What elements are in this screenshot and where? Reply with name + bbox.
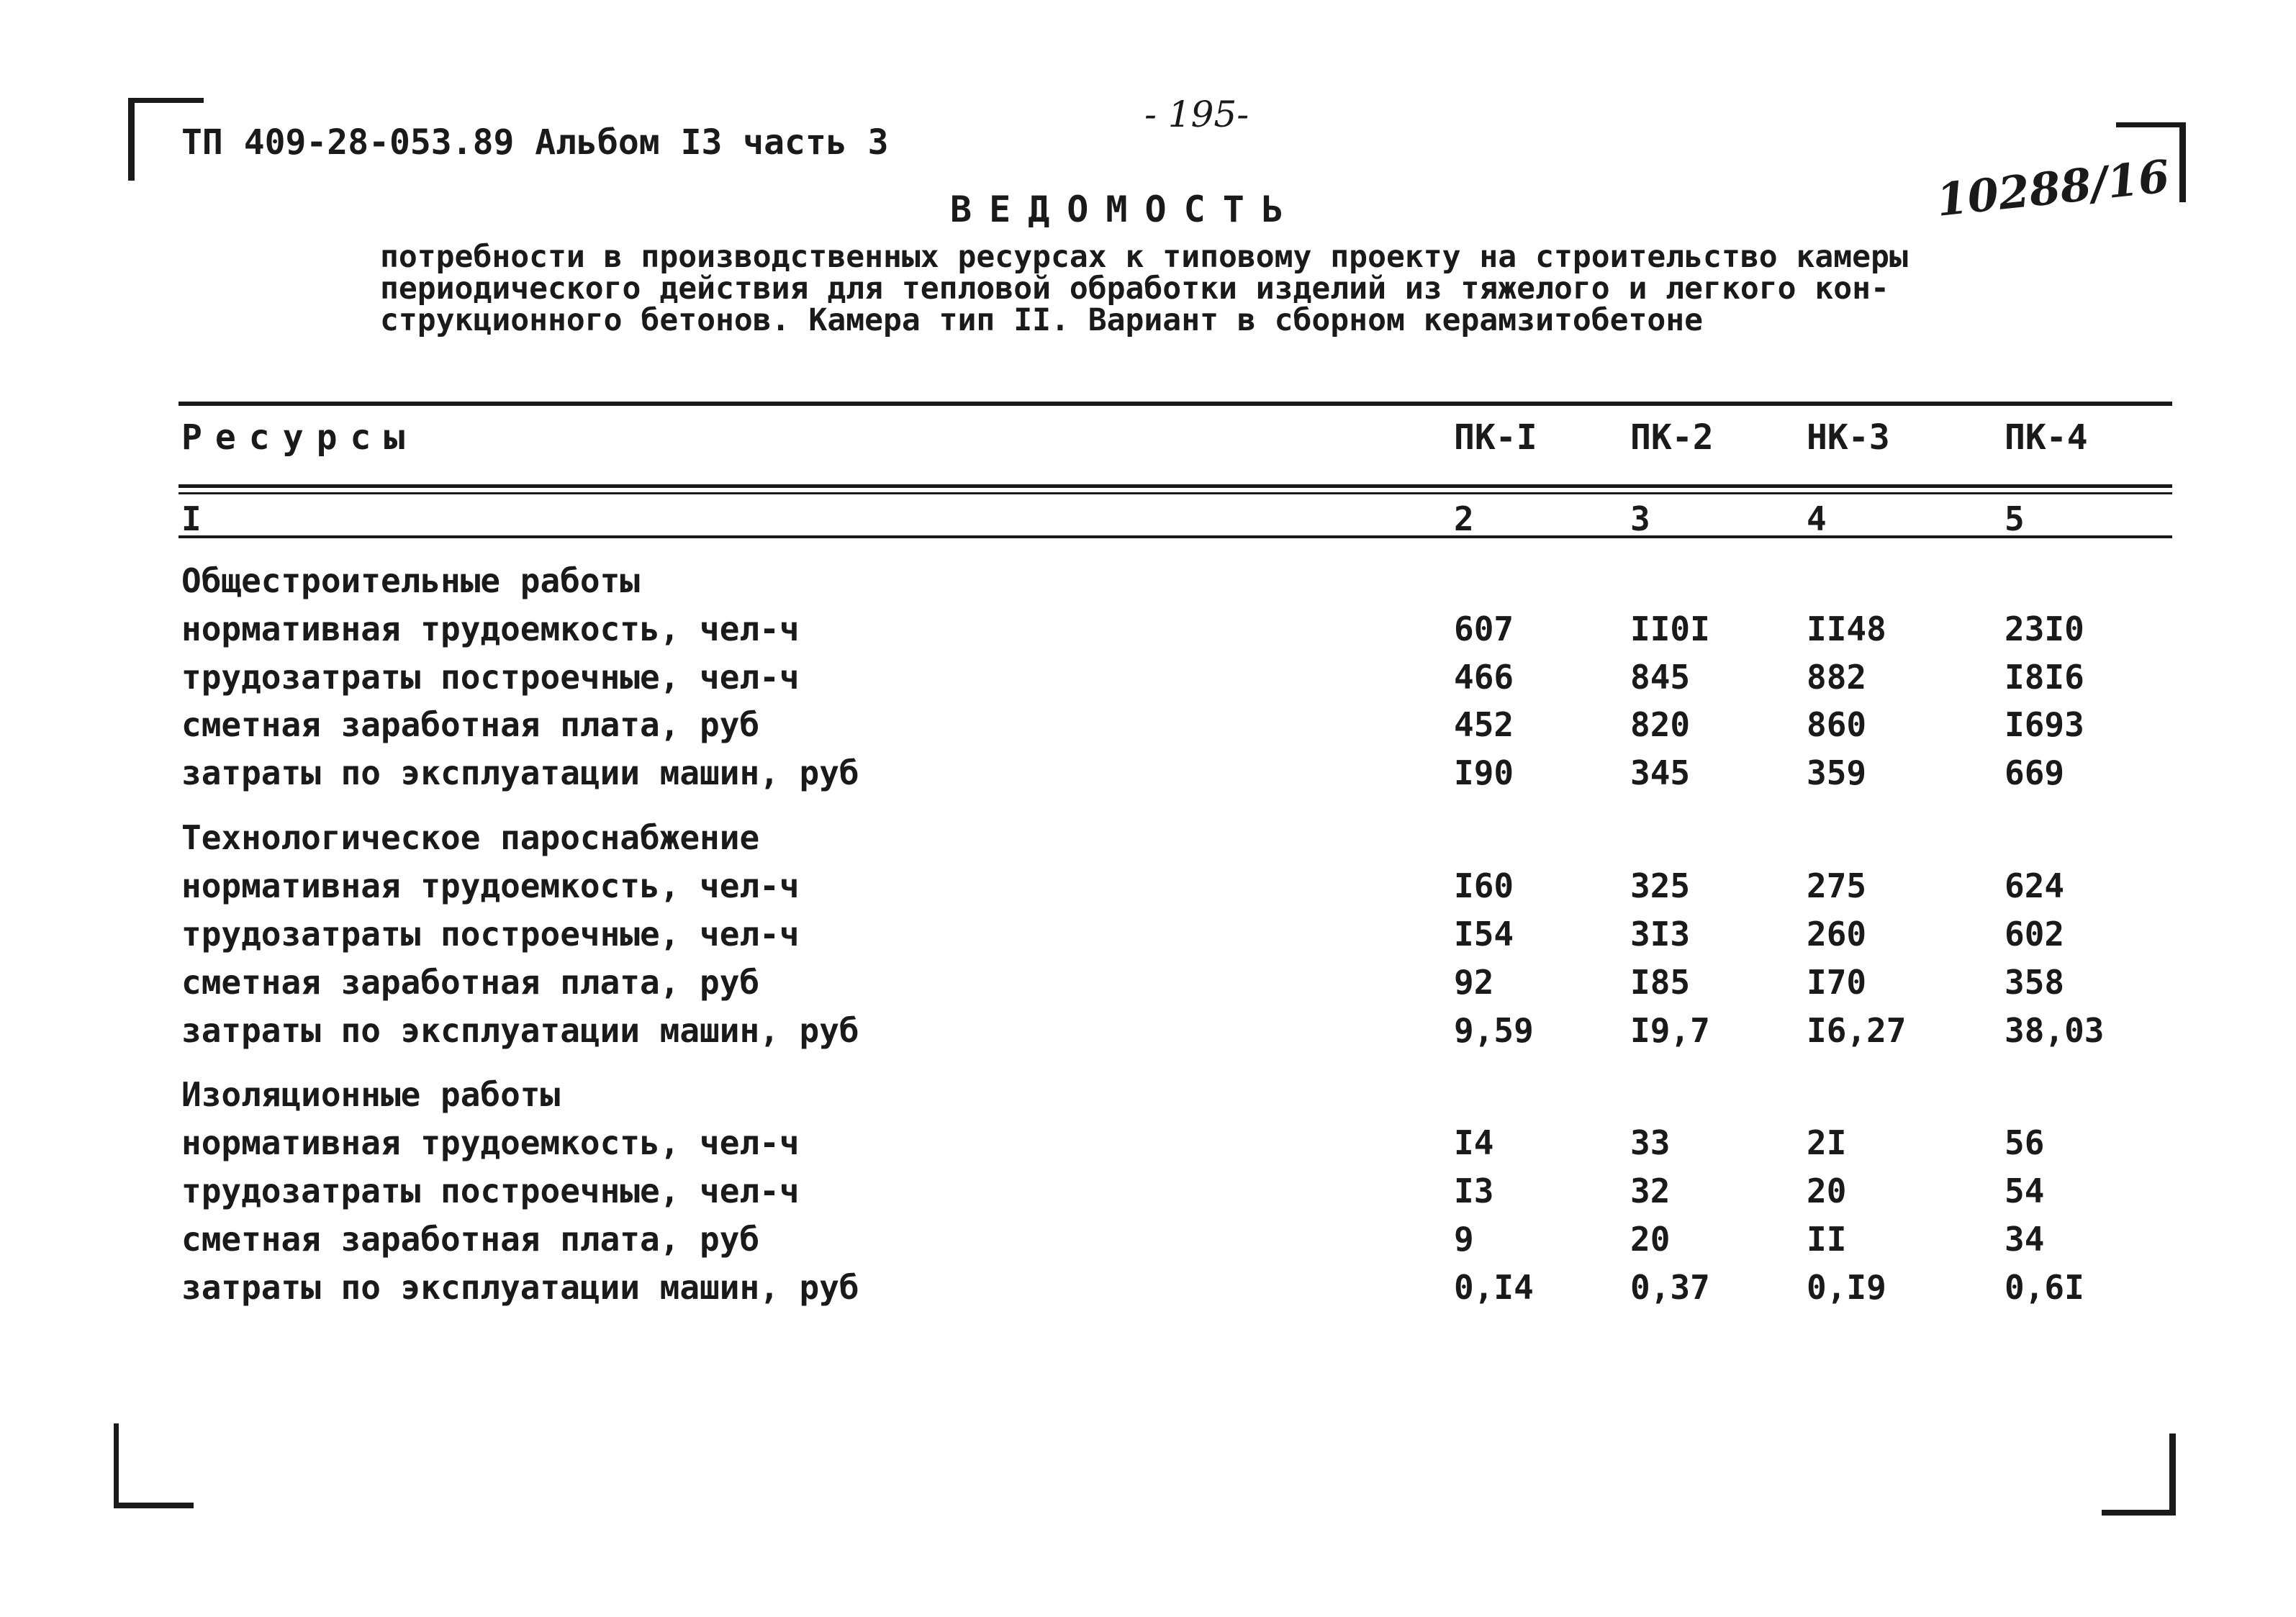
document-title: ВЕДОМОСТЬ (950, 189, 1301, 230)
cell-value: 452 (1454, 705, 1514, 744)
table-row (0, 915, 2296, 962)
cell-value: 466 (1454, 658, 1514, 697)
row-label: трудозатраты построечные, чел-ч (181, 658, 800, 697)
header-rule (178, 484, 2172, 488)
subtitle-line: периодического действия для тепловой обработки изделий из тяжелого и легкого кон- (380, 271, 1889, 307)
page-number: - 195- (1144, 94, 1249, 135)
subtitle-line: потребности в производственных ресурсах к типовому проекту на строительство камеры (380, 239, 1908, 275)
section-title: Изоляционные работы (181, 1075, 561, 1114)
table-row (0, 1220, 2296, 1267)
cell-value: 20 (1630, 1220, 1671, 1259)
row-label: затраты по эксплуатации машин, руб (181, 1268, 859, 1307)
column-number: 5 (2005, 499, 2025, 538)
row-label: трудозатраты построечные, чел-ч (181, 1172, 800, 1210)
corner-mark-bottom-left (114, 1423, 194, 1508)
column-number: 2 (1454, 499, 1474, 538)
cell-value: 38,03 (2005, 1011, 2105, 1050)
cell-value: 23I0 (2005, 610, 2084, 648)
row-label: затраты по эксплуатации машин, руб (181, 1011, 859, 1050)
cell-value: I54 (1454, 915, 1514, 954)
cell-value: 358 (2005, 963, 2065, 1002)
section-title-row (0, 818, 2296, 866)
table-row (0, 1011, 2296, 1059)
cell-value: II (1807, 1220, 1847, 1259)
table-row (0, 1172, 2296, 1219)
column-header-nk3: НК-3 (1807, 417, 1890, 458)
handwritten-note: 10288/16 (1934, 150, 2172, 227)
cell-value: 820 (1630, 705, 1691, 744)
cell-value: 2I (1807, 1123, 1847, 1162)
cell-value: 260 (1807, 915, 1867, 954)
column-header-pk1: ПК-I (1454, 417, 1537, 458)
table-top-rule (178, 402, 2172, 406)
table-row (0, 610, 2296, 657)
cell-value: 624 (2005, 866, 2065, 905)
corner-mark-bottom-right (2102, 1433, 2176, 1516)
cell-value: I3 (1454, 1172, 1494, 1210)
column-numbers-rule (178, 535, 2172, 538)
section-title: Технологическое пароснабжение (181, 818, 760, 857)
row-label: нормативная трудоемкость, чел-ч (181, 610, 800, 648)
cell-value: I9,7 (1630, 1011, 1710, 1050)
row-label: нормативная трудоемкость, чел-ч (181, 866, 800, 905)
cell-value: 602 (2005, 915, 2065, 954)
cell-value: I8I6 (2005, 658, 2084, 697)
column-header-resources: Ресурсы (181, 417, 418, 458)
table-row (0, 705, 2296, 753)
column-number: 3 (1630, 499, 1650, 538)
row-label: нормативная трудоемкость, чел-ч (181, 1123, 800, 1162)
cell-value: 882 (1807, 658, 1867, 697)
cell-value: I60 (1454, 866, 1514, 905)
table-row (0, 866, 2296, 914)
section-title: Общестроительные работы (181, 561, 640, 600)
table-row (0, 658, 2296, 705)
cell-value: 20 (1807, 1172, 1847, 1210)
column-number: I (181, 499, 202, 538)
table-row (0, 1268, 2296, 1315)
table-row (0, 753, 2296, 801)
row-label: сметная заработная плата, руб (181, 1220, 760, 1259)
cell-value: 359 (1807, 753, 1867, 792)
subtitle-line: струкционного бетонов. Камера тип II. Вариант в сборном керамзитобетоне (380, 302, 1704, 338)
table-row (0, 1123, 2296, 1171)
table-row (0, 963, 2296, 1010)
cell-value: II0I (1630, 610, 1710, 648)
cell-value: 0,I4 (1454, 1268, 1534, 1307)
cell-value: 0,I9 (1807, 1268, 1886, 1307)
document-subtitle (380, 241, 2035, 336)
row-label: сметная заработная плата, руб (181, 963, 760, 1002)
cell-value: 33 (1630, 1123, 1671, 1162)
cell-value: 345 (1630, 753, 1691, 792)
cell-value: 32 (1630, 1172, 1671, 1210)
cell-value: 0,6I (2005, 1268, 2084, 1307)
cell-value: 9 (1454, 1220, 1474, 1259)
cell-value: 860 (1807, 705, 1867, 744)
cell-value: 325 (1630, 866, 1691, 905)
cell-value: 275 (1807, 866, 1867, 905)
cell-value: 34 (2005, 1220, 2045, 1259)
cell-value: I90 (1454, 753, 1514, 792)
column-number: 4 (1807, 499, 1827, 538)
cell-value: II48 (1807, 610, 1886, 648)
row-label: трудозатраты построечные, чел-ч (181, 915, 800, 954)
document-code: ТП 409-28-053.89 Альбом I3 часть 3 (181, 122, 889, 163)
cell-value: 0,37 (1630, 1268, 1710, 1307)
row-label: затраты по эксплуатации машин, руб (181, 753, 859, 792)
column-header-pk2: ПК-2 (1630, 417, 1714, 458)
section-title-row (0, 1075, 2296, 1123)
section-title-row (0, 561, 2296, 609)
cell-value: 845 (1630, 658, 1691, 697)
cell-value: 607 (1454, 610, 1514, 648)
cell-value: I4 (1454, 1123, 1494, 1162)
cell-value: 3I3 (1630, 915, 1691, 954)
cell-value: 669 (2005, 753, 2065, 792)
column-header-pk4: ПК-4 (2005, 417, 2088, 458)
cell-value: 9,59 (1454, 1011, 1534, 1050)
cell-value: I6,27 (1807, 1011, 1907, 1050)
cell-value: I85 (1630, 963, 1691, 1002)
cell-value: 56 (2005, 1123, 2045, 1162)
cell-value: 54 (2005, 1172, 2045, 1210)
cell-value: I693 (2005, 705, 2084, 744)
cell-value: I70 (1807, 963, 1867, 1002)
row-label: сметная заработная плата, руб (181, 705, 760, 744)
header-rule-thin (178, 492, 2172, 494)
cell-value: 92 (1454, 963, 1494, 1002)
